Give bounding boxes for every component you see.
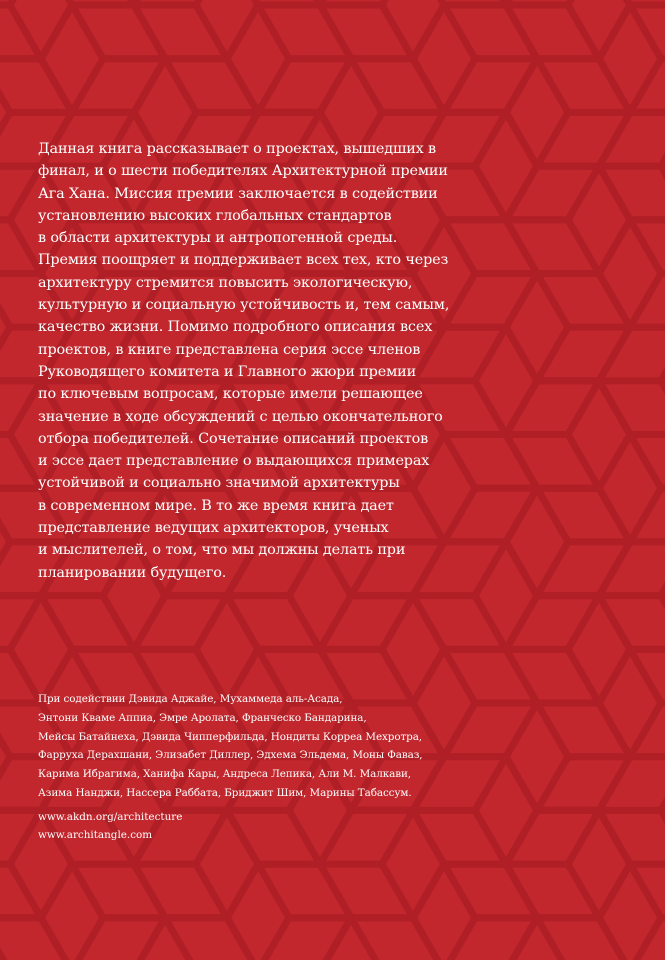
website-links [38, 808, 182, 844]
credits-line: Энтони Кваме Аппиа, Эмре Аролата, Франческо Бандарина, [38, 711, 367, 724]
credits-line: Азима Нанджи, Нассера Раббата, Бриджит Шим, Марины Табассум. [38, 786, 412, 799]
description-line: Руководящего комитета и Главного жюри премии [38, 363, 417, 380]
description-line: отбора победителей. Сочетание описаний проектов [38, 430, 429, 447]
description-line: Ага Хана. Миссия премии заключается в содействии [38, 185, 438, 202]
credits-line: Фарруха Дерахшани, Элизабет Диллер, Эдхема Эльдема, Моны Фаваз, [38, 749, 423, 762]
description-line: представление ведущих архитекторов, ученых [38, 520, 389, 537]
description-line: устойчивой и социально значимой архитектуры [38, 475, 400, 492]
description-line: архитектуру стремится повысить экологическую, [38, 274, 413, 291]
credits-line: Мейсы Батайнеха, Дэвида Чипперфильда, Нондиты Корреа Мехротра, [38, 730, 422, 743]
credits-line: Карима Ибрагима, Ханифа Кары, Андреса Лепика, Али М. Малкави, [38, 768, 411, 781]
description-line: и эссе дает представление о выдающихся примерах [38, 453, 430, 470]
description-line: по ключевым вопросам, которые имели решающее [38, 386, 423, 403]
description-line: значение в ходе обсуждений с целью окончательного [38, 408, 443, 425]
website-link: www.akdn.org/architecture [38, 811, 183, 823]
description-line: и мыслителей, о том, что мы должны делать при [38, 542, 406, 559]
description-line: качество жизни. Помимо подробного описания всех [38, 319, 433, 336]
credits-line: При содействии Дэвида Аджайе, Мухаммеда аль-Асада, [38, 693, 343, 705]
description-line: Данная книга рассказывает о проектах, вышедших в [38, 141, 436, 157]
description-line: финал, и о шести победителях Архитектурной премии [38, 163, 448, 180]
description-line: в области архитектуры и антропогенной среды. [38, 230, 398, 247]
website-link: www.architangle.com [38, 829, 153, 841]
description-line: Премия поощряет и поддерживает всех тех, кто через [38, 252, 449, 269]
contributors-credits [38, 690, 458, 803]
description-line: в современном мире. В то же время книга дает [38, 497, 394, 514]
description-text [38, 138, 458, 584]
description-line: культурную и социальную устойчивость и, тем самым, [38, 297, 450, 314]
description-line: планировании будущего. [38, 564, 227, 581]
description-line: проектов, в книге представлена серия эссе членов [38, 341, 421, 358]
description-line: установлению высоких глобальных стандартов [38, 207, 392, 224]
